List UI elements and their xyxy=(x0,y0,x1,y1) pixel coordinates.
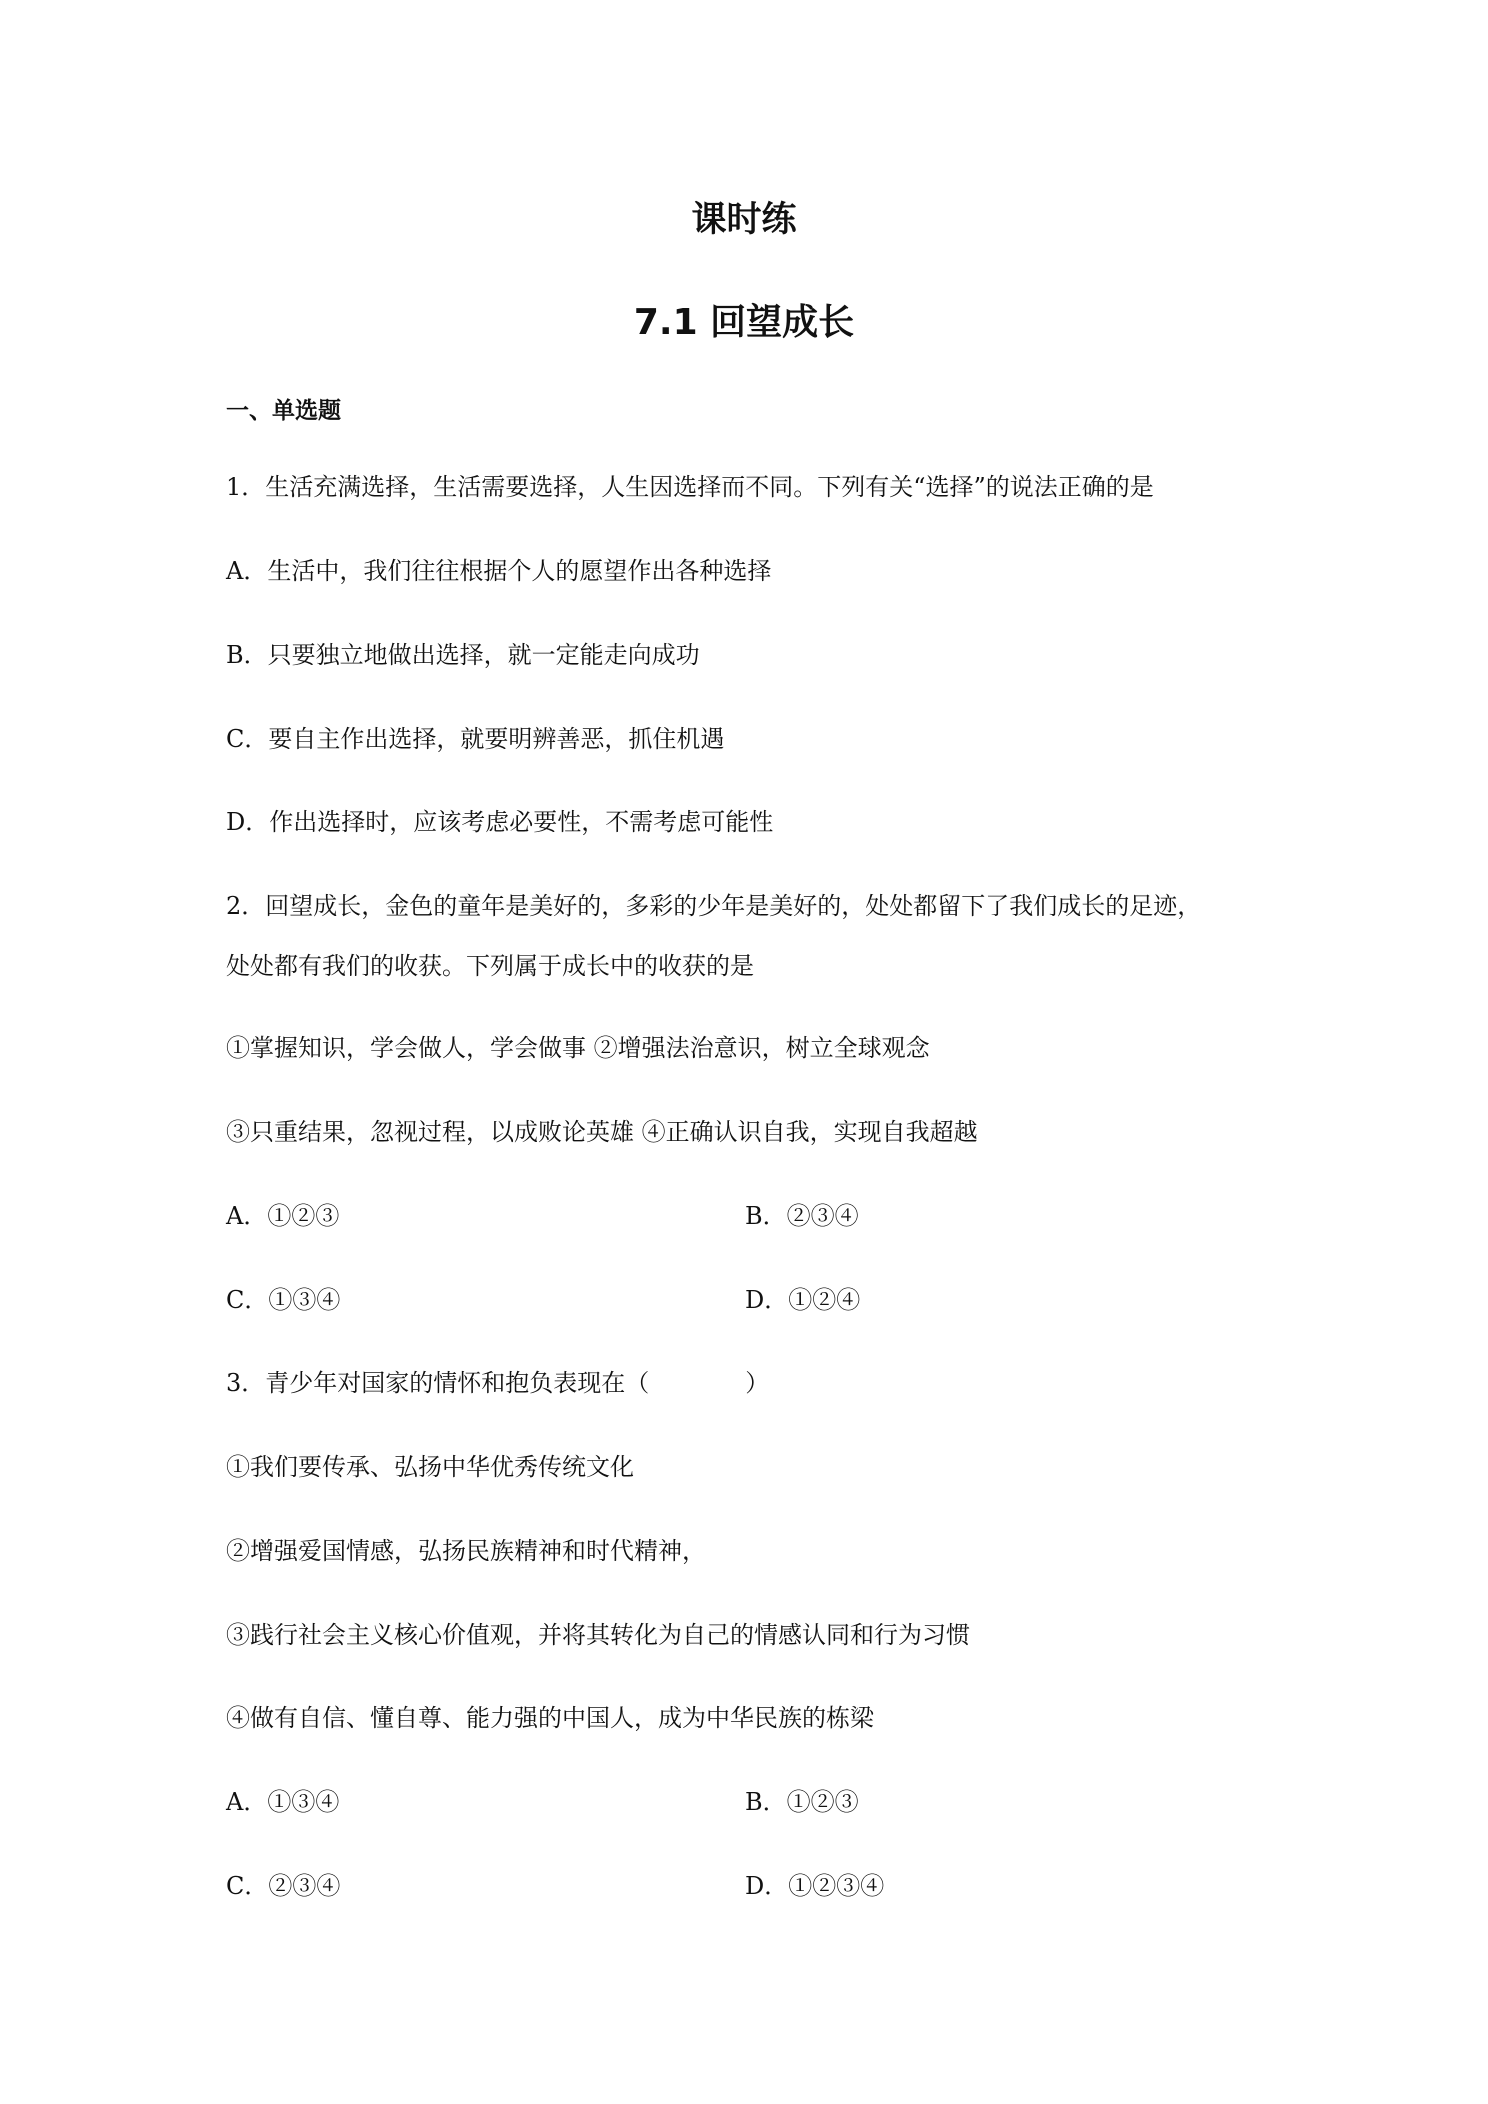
section-heading: 一、单选题 xyxy=(226,398,341,424)
question-3-stem: 3．青少年对国家的情怀和抱负表现在（ ） xyxy=(226,1369,770,1397)
question-2-option-a: A．①②③ xyxy=(226,1202,340,1230)
question-1-option-b: B．只要独立地做出选择，就一定能走向成功 xyxy=(226,641,700,669)
question-1-stem: 1．生活充满选择，生活需要选择，人生因选择而不同。下列有关“选择”的说法正确的是 xyxy=(226,473,1154,501)
page-title: 课时练 xyxy=(691,200,797,240)
question-2-statement-line-2: ③只重结果，忽视过程，以成败论英雄 ④正确认识自我，实现自我超越 xyxy=(226,1118,978,1146)
question-2-option-b: B．②③④ xyxy=(745,1202,859,1230)
question-2-stem-line-2: 处处都有我们的收获。下列属于成长中的收获的是 xyxy=(226,952,754,980)
question-2-statement-line-1: ①掌握知识，学会做人，学会做事 ②增强法治意识，树立全球观念 xyxy=(226,1034,930,1062)
question-3-option-d: D．①②③④ xyxy=(745,1872,885,1900)
question-3-option-b: B．①②③ xyxy=(745,1788,859,1816)
question-3-statement-3: ③践行社会主义核心价值观，并将其转化为自己的情感认同和行为习惯 xyxy=(226,1621,970,1649)
question-1-option-a: A．生活中，我们往往根据个人的愿望作出各种选择 xyxy=(226,557,772,585)
question-3-option-c: C．②③④ xyxy=(226,1872,341,1900)
question-3-statement-4: ④做有自信、懂自尊、能力强的中国人，成为中华民族的栋梁 xyxy=(226,1704,874,1732)
question-1-option-c: C．要自主作出选择，就要明辨善恶，抓住机遇 xyxy=(226,725,725,753)
question-3-statement-1: ①我们要传承、弘扬中华优秀传统文化 xyxy=(226,1453,634,1481)
question-3-option-a: A．①③④ xyxy=(226,1788,340,1816)
lesson-title: 7.1 回望成长 xyxy=(633,302,855,343)
question-2-stem-line-1: 2．回望成长，金色的童年是美好的，多彩的少年是美好的，处处都留下了我们成长的足迹， xyxy=(226,892,1202,920)
question-3-statement-2: ②增强爱国情感，弘扬民族精神和时代精神， xyxy=(226,1537,706,1565)
question-2-option-d: D．①②④ xyxy=(745,1286,861,1314)
question-1-option-d: D．作出选择时，应该考虑必要性，不需考虑可能性 xyxy=(226,808,774,836)
question-2-option-c: C．①③④ xyxy=(226,1286,341,1314)
